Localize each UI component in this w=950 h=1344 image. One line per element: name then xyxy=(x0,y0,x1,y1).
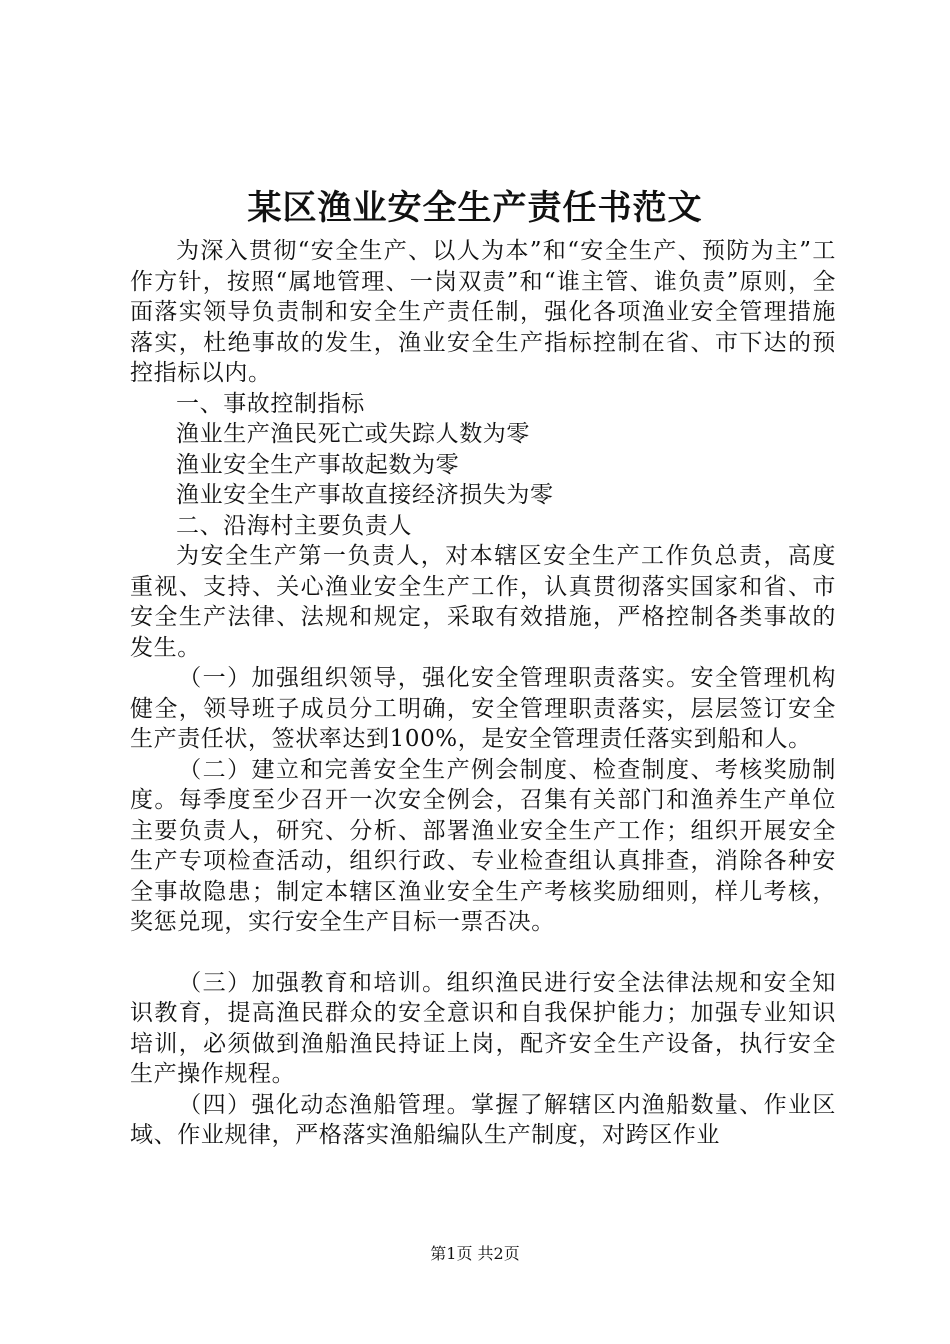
document-title: 某区渔业安全生产责任书范文 xyxy=(247,188,703,228)
page-footer: 第1页 共2页 xyxy=(430,1244,520,1263)
list-item: 渔业生产渔民死亡或失踪人数为零 xyxy=(176,421,530,447)
section-heading-accident-control: 一、事故控制指标 xyxy=(176,390,365,417)
body-paragraph: （四）强化动态渔船管理。掌握了解辖区内渔船数量、作业区域、作业规律，严格落实渔船编队生产制度，对跨区作业 xyxy=(130,1091,836,1148)
body-paragraph: （一）加强组织领导，强化安全管理职责落实。安全管理机构健全，领导班子成员分工明确，安全管理职责落实，层层签订安全生产责任状，签状率达到100%，是安全管理责任落实到船和人。 xyxy=(130,665,836,752)
list-item: 渔业安全生产事故直接经济损失为零 xyxy=(176,482,554,508)
body-paragraph: （三）加强教育和培训。组织渔民进行安全法律法规和安全知识教育，提高渔民群众的安全意识和自我保护能力；加强专业知识培训，必须做到渔船渔民持证上岗，配齐安全生产设备，执行安全生产操作规程。 xyxy=(130,969,836,1087)
paragraph-spacer xyxy=(130,938,836,968)
body-paragraph: 为安全生产第一负责人，对本辖区安全生产工作负总责，高度重视、支持、关心渔业安全生产工作，认真贯彻落实国家和省、市安全生产法律、法规和规定，采取有效措施，严格控制各类事故的发生。 xyxy=(130,543,836,661)
document-body xyxy=(130,236,836,1151)
intro-paragraph: 为深入贯彻“安全生产、以人为本”和“安全生产、预防为主”工作方针，按照“属地管理、一岗双责”和“谁主管、谁负责”原则，全面落实领导负责制和安全生产责任制，强化各项渔业安全管理措施落实，杜绝事故的发生，渔业安全生产指标控制在省、市下达的预控指标以内。 xyxy=(130,238,836,386)
list-item: 渔业安全生产事故起数为零 xyxy=(176,451,460,478)
section-heading-village-leader: 二、沿海村主要负责人 xyxy=(176,512,412,539)
body-paragraph: （二）建立和完善安全生产例会制度、检查制度、考核奖励制度。每季度至少召开一次安全例会，召集有关部门和渔养生产单位主要负责人，研究、分析、部署渔业安全生产工作；组织开展安全生产专项检查活动，组织行政、专业检查组认真排查，消除各种安全事故隐患；制定本辖区渔业安全生产考核奖励细则，样儿考核，奖惩兑现，实行安全生产目标一票否决。 xyxy=(130,756,836,935)
